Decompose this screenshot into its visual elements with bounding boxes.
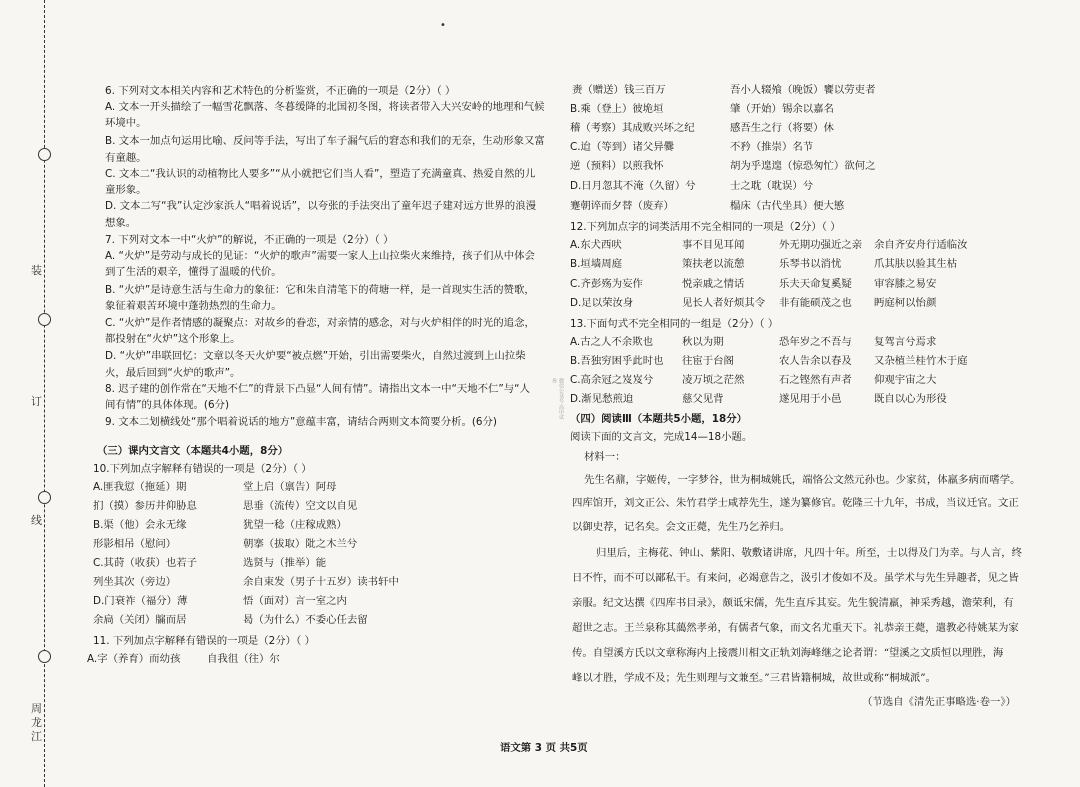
q12-cell: 余自齐安舟行适临汝	[874, 239, 968, 251]
q6-option: D. 文本二写“我”认定沙家浜人“唱着说话”，以夸张的手法突出了童年迟子建对远方世界的浪漫	[105, 200, 536, 212]
q7-option: D. “火炉”串联回忆：文章以冬天火炉要“被点燃”开始，引出需要柴火，自然过渡到上山拉柴	[105, 350, 526, 362]
q10-cell: 思垂（流传）空文以自见	[243, 500, 358, 512]
q12-cell: 悦亲戚之情话	[682, 278, 745, 290]
q10-cell: 余自束发（男子十五岁）读书轩中	[243, 576, 399, 588]
q12-stem: 12.下列加点字的词类活用不完全相同的一项是（2分）（ ）	[570, 221, 841, 233]
q13-cell: C.高余冠之岌岌兮	[570, 374, 654, 386]
q13-cell: 复驾言兮焉求	[874, 336, 937, 348]
q10-cell: C.其莳（收获）也若子	[93, 557, 198, 569]
q7-option: 象征着艰苦环境中蓬勃热烈的生命力。	[105, 300, 282, 312]
passage-line: 峰以才胜，学成不及；先生则理与文兼至。”三君皆籍桐城，故世或称“桐城派”。	[572, 672, 937, 684]
q11-cell: D.日月忽其不淹（久留）兮	[570, 180, 696, 192]
q8-stem: 间有情”的具体体现。(6分)	[105, 399, 230, 411]
q6-option: A. 文本一开头描绘了一幅雪花飘落、冬暮缓降的北国初冬图，将读者带入大兴安岭的地理和气候	[105, 101, 545, 113]
q10-cell: 朝搴（拔取）阰之木兰兮	[243, 538, 358, 550]
q11-cell: 逆（预料）以煎我怀	[570, 160, 664, 172]
q12-cell: 策扶老以流憩	[682, 258, 745, 270]
q13-cell: 慈父见背	[682, 393, 724, 405]
watermark: 微信公众号 高中试卷	[551, 378, 564, 420]
section3-title: （三）课内文言文（本题共4小题，8分）	[97, 445, 289, 457]
binding-char: 订	[31, 395, 42, 408]
page-footer: 语文第 3 页 共5页	[500, 742, 588, 754]
q10-cell: 扪（摸）参历井仰胁息	[93, 500, 197, 512]
passage-source: （节选自《清先正事略选·卷一》）	[862, 696, 1016, 708]
q10-cell: 犹望一稔（庄稼成熟）	[243, 519, 347, 531]
q6-option: 环境中。	[105, 117, 147, 129]
q11-cell: 士之耽（耽误）兮	[730, 180, 814, 192]
q10-cell: D.门衰祚（福分）薄	[93, 595, 188, 607]
q13-cell: 秋以为期	[682, 336, 724, 348]
q8-stem: 8. 迟子建的创作常在“天地不仁”的背景下凸显“人间有情”。请指出文本一中“天地不仁”与“人	[105, 383, 530, 395]
q10-cell: 列坐其次（旁边）	[93, 576, 177, 588]
section4-title: （四）阅读Ⅲ（本题共5小题，18分）	[570, 413, 747, 425]
q6-option: 想象。	[105, 217, 137, 229]
q12-cell: 爪其肤以验其生枯	[874, 258, 958, 270]
q12-cell: 非有能硕茂之也	[779, 297, 852, 309]
q7-stem: 7. 下列对文本一中“火炉”的解说，不正确的一项是（2分）（ ）	[105, 234, 394, 246]
q11-cell: 稽（考察）其成败兴坏之纪	[570, 122, 695, 134]
q13-stem: 13.下面句式不完全相同的一组是（2分）（ ）	[570, 318, 779, 330]
q7-option: 都投射在“火炉”这个形象上。	[105, 333, 241, 345]
q12-cell: D.足以荣汝身	[570, 297, 634, 309]
q11-cell: 榻床（古代坐具）便大慜	[730, 200, 845, 212]
binding-hole	[38, 148, 51, 161]
q13-cell: 既自以心为形役	[874, 393, 947, 405]
passage-line: 归里后，主梅花、钟山、紫阳、敬敷诸讲席，凡四十年。所至，士以得及门为幸。与人言，终	[596, 547, 1023, 559]
q11-cell: 蹇朝谇而夕替（废弃）	[570, 200, 674, 212]
q11-cell: 肇（开始）锡余以嘉名	[730, 103, 834, 115]
q10-stem: 10.下列加点字解释有错误的一项是（2分）（ ）	[93, 463, 312, 475]
q13-cell: 仰观宇宙之大	[874, 374, 937, 386]
q13-cell: 又杂植兰桂竹木于庭	[874, 355, 968, 367]
q12-cell: B.垣墙周庭	[570, 258, 622, 270]
q10-cell: 曷（为什么）不委心任去留	[243, 614, 368, 626]
q6-stem: 6. 下列对文本相关内容和艺术特色的分析鉴赏，不正确的一项是（2分）（ ）	[105, 85, 456, 97]
q13-cell: 凌万顷之茫然	[682, 374, 745, 386]
q11-cell: C.迨（等到）诸父异爨	[570, 141, 675, 153]
q12-cell: 乐夫天命复奚疑	[779, 278, 852, 290]
q13-cell: 遂见用于小邑	[779, 393, 842, 405]
q12-cell: 事不目见耳闻	[682, 239, 745, 251]
q12-cell: A.东犬西吠	[570, 239, 622, 251]
q13-cell: 恐年岁之不吾与	[779, 336, 852, 348]
q10-cell: 余扃（关闭）牖而居	[93, 614, 187, 626]
binding-hole	[38, 491, 51, 504]
passage-line: 超世之志。王兰泉称其藹然孝弟，有儒者气象，而文名尤重天下。礼恭亲王薨，遣教必待姚某为家	[572, 622, 1019, 634]
passage-line: 亲服。纪文达撰《四库书目录》，颇诋宋儒，先生直斥其妄。先生貌清羸，神采秀越，澹荣利，有	[572, 597, 1014, 609]
q10-cell: 选贤与（推举）能	[243, 557, 327, 569]
top-mark: •	[440, 20, 446, 31]
binding-hole	[38, 650, 51, 663]
section4-intro: 阅读下面的文言文，完成14—18小题。	[570, 431, 753, 443]
q12-cell: 见长人者好烦其令	[682, 297, 766, 309]
q10-cell: B.渠（他）会永无缘	[93, 519, 187, 531]
q6-option: B. 文本一加点句运用比喻、反问等手法，写出了车子漏气后的窘态和我们的无奈，生动形象又富	[105, 135, 545, 147]
q11-stem: 11. 下列加点字解释有错误的一项是（2分）（ ）	[93, 635, 315, 647]
q10-cell: 堂上启（禀告）阿母	[243, 481, 337, 493]
q10-cell: 悟（面对）言一室之内	[243, 595, 347, 607]
q7-option: A. “火炉”是劳动与成长的见证：“火炉的歌声”需要一家人上山拉柴火来维持，孩子们从中体会	[105, 250, 535, 262]
q12-cell: 眄庭柯以怡颜	[874, 297, 937, 309]
q9-stem: 9. 文本二划横线处“那个唱着说话的地方”意蕴丰富，请结合两则文本简要分析。(6分)	[105, 416, 497, 428]
q11-cell: A.字（养育）而幼孩	[87, 653, 181, 665]
q13-cell: D.渐见愁煎迫	[570, 393, 634, 405]
q6-option: C. 文本二“我认识的动植物比人要多”“从小就把它们当人看”，塑造了充满童真、热爱自然的儿	[105, 168, 536, 180]
q6-option: 有童趣。	[105, 152, 147, 164]
material-label: 材料一：	[584, 451, 626, 463]
q13-cell: 农人告余以春及	[779, 355, 852, 367]
q7-option: 到了生活的艰辛，懂得了温暖的代价。	[105, 266, 282, 278]
q6-option: 童形象。	[105, 184, 147, 196]
q11-cell: 吾小人辍飧（晚饭）饔以劳吏者	[730, 84, 876, 96]
passage-line: 日不忤，而不可以鄙私干。有来问，必竭意告之，汲引才俊如不及。虽学术与先生异趣者，见之皆	[572, 572, 1019, 584]
passage-line: 先生名鼐，字姬传，一字梦谷，世为桐城姚氏，端恪公文然元孙也。少家贫，体羸多病而嗜学。	[584, 474, 1021, 486]
binding-char: 装	[31, 264, 42, 277]
q13-cell: A.古之人不余欺也	[570, 336, 653, 348]
q11-cell: B.乘（登上）彼垝垣	[570, 103, 664, 115]
binding-char: 龙	[31, 716, 42, 729]
q13-cell: B.吾独穷困乎此时也	[570, 355, 664, 367]
passage-line: 四库馆开，刘文正公、朱竹君学士咸荐先生，遂为纂修官。乾隆三十九年，书成，当议迁官。文正	[572, 497, 1019, 509]
q11-cell: 感吾生之行（将要）休	[730, 122, 834, 134]
binding-char: 江	[31, 730, 42, 743]
q11-cell: 不矜（推崇）名节	[730, 141, 814, 153]
q12-cell: C.齐彭殇为妄作	[570, 278, 643, 290]
q11-cell: 自我徂（往）尔	[207, 653, 280, 665]
binding-char: 周	[31, 702, 42, 715]
binding-hole	[38, 313, 51, 326]
cut-line	[44, 0, 45, 787]
q10-cell: A.匪我愆（拖延）期	[93, 481, 187, 493]
q12-cell: 审容膝之易安	[874, 278, 937, 290]
q7-option: B. “火炉”是诗意生活与生命力的象征：它和朱自清笔下的荷塘一样，是一首现实生活的赞歌，	[105, 284, 535, 296]
q12-cell: 外无期功强近之亲	[779, 239, 863, 251]
binding-char: 线	[31, 514, 42, 527]
q7-option: 火，最后回到“火炉的歌声”。	[105, 367, 241, 379]
q10-cell: 形影相吊（慰问）	[93, 538, 177, 550]
q13-cell: 往宦于台阁	[682, 355, 734, 367]
passage-line: 传。自望溪方氏以文章称海内上接震川相文正轨刘海峰继之论者谓：“望溪之文质恒以理胜，海	[572, 647, 1004, 659]
q7-option: C. “火炉”是作者情感的凝聚点：对故乡的眷恋，对亲情的感念，对与火炉相伴的时光的追念，	[105, 317, 535, 329]
binding-margin	[0, 0, 60, 787]
q13-cell: 石之铿然有声者	[779, 374, 852, 386]
q11-cell: 胡为乎遑遑（惊恐匆忙）欲何之	[730, 160, 876, 172]
q11-cell: 赉（赠送）钱三百万	[572, 84, 666, 96]
q12-cell: 乐琴书以消忧	[779, 258, 842, 270]
passage-line: 以御史荐，记名矣。会文正薨，先生乃乞养归。	[572, 521, 791, 533]
